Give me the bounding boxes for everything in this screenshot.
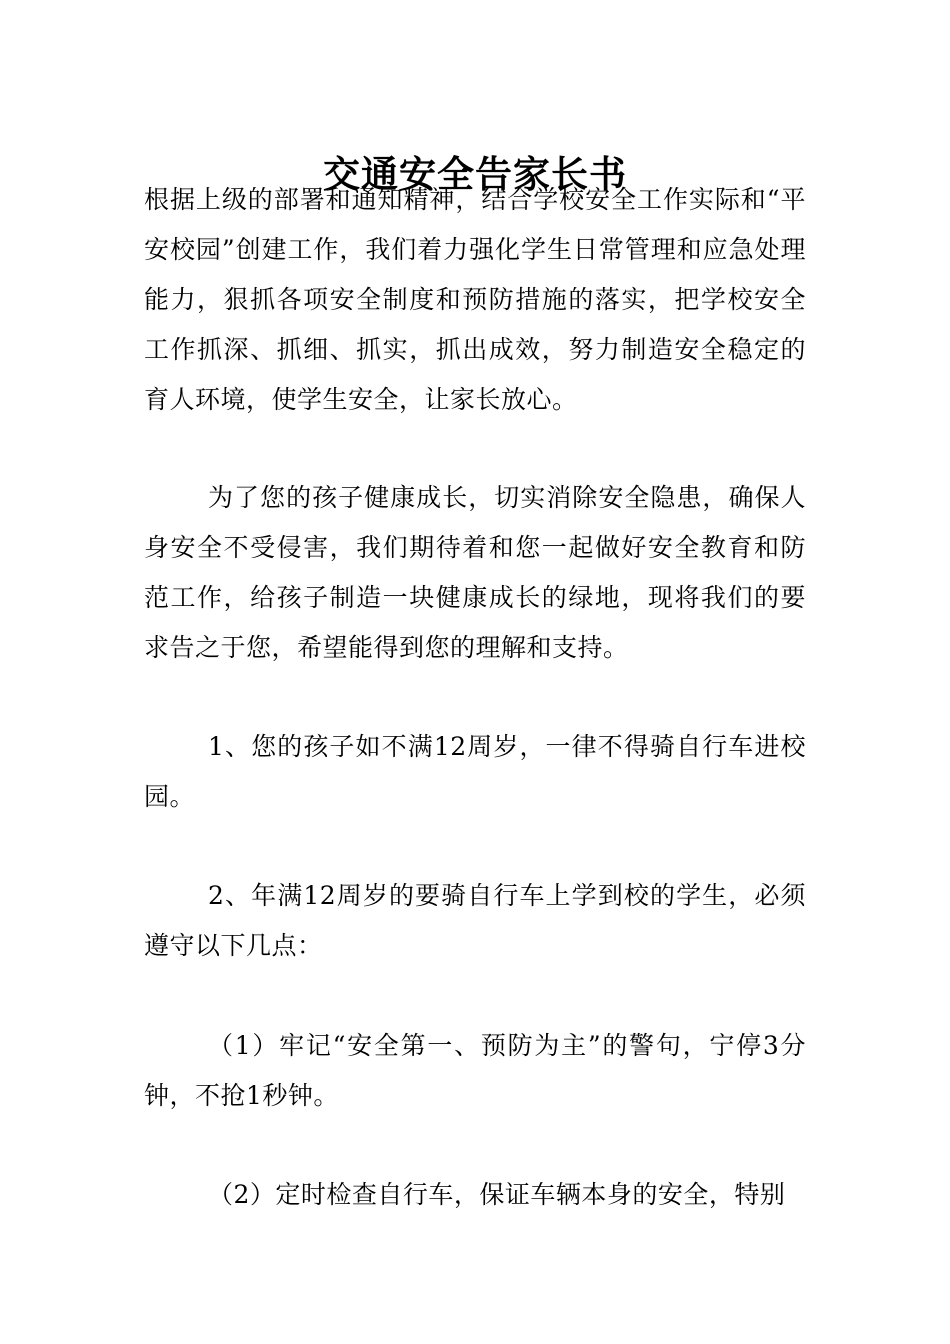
rule-1-paragraph: 1、您的孩子如不满12周岁，一律不得骑自行车进校园。	[144, 732, 806, 811]
document-title: 交通安全告家长书	[323, 152, 627, 196]
rule-2-paragraph: 2、年满12周岁的要骑自行车上学到校的学生，必须遵守以下几点：	[144, 881, 806, 960]
rule-2-item-2-paragraph: （2）定时检查自行车，保证车辆本身的安全，特别	[208, 1180, 786, 1209]
intro-paragraph: 根据上级的部署和通知精神，结合学校安全工作实际和“平安校园”创建工作，我们着力强化学生日常管理和应急处理能力，狠抓各项安全制度和预防措施的落实，把学校安全工作抓深、抓细、抓实，抓出成效，努力制造安全稳定的育人环境，使学生安全，让家长放心。	[144, 185, 806, 414]
rule-2-item-1-paragraph: （1）牢记“安全第一、预防为主”的警句，宁停3分钟，不抢1秒钟。	[144, 1031, 806, 1110]
purpose-paragraph: 为了您的孩子健康成长，切实消除安全隐患，确保人身安全不受侵害，我们期待着和您一起做好安全教育和防范工作，给孩子制造一块健康成长的绿地，现将我们的要求告之于您，希望能得到您的理解和支持。	[144, 483, 806, 662]
document-page	[144, 0, 806, 1344]
